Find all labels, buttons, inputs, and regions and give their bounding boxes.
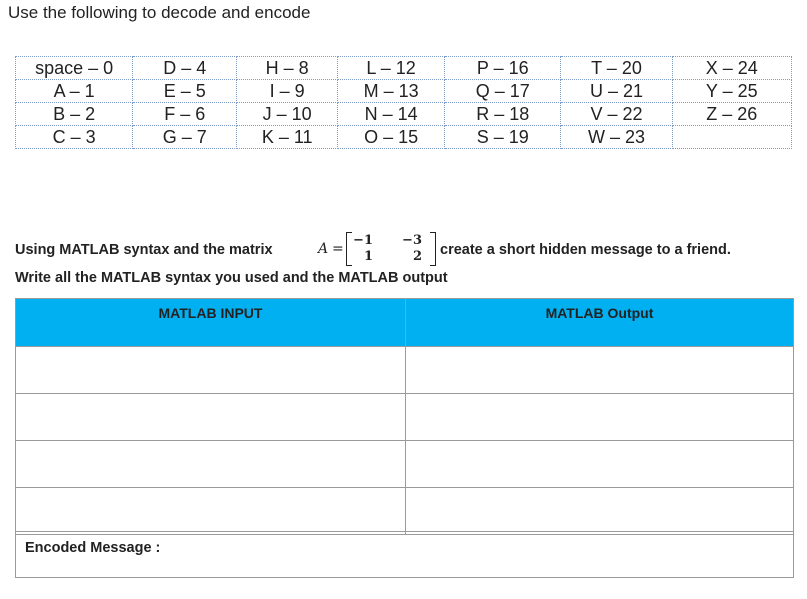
instruction-line-1-end: create a short hidden message to a friend. <box>440 242 731 258</box>
code-cell: B – 2 <box>16 103 133 126</box>
code-cell: G – 7 <box>133 126 237 149</box>
code-cell: J – 10 <box>237 103 338 126</box>
matlab-output-cell[interactable] <box>406 488 794 535</box>
table-row <box>16 347 794 394</box>
matrix-cell: −1 <box>353 233 373 248</box>
code-cell: T – 20 <box>561 57 672 80</box>
code-cell: E – 5 <box>133 80 237 103</box>
code-cell: H – 8 <box>237 57 338 80</box>
encoded-message-label: Encoded Message : <box>25 540 161 556</box>
code-cell: S – 19 <box>445 126 561 149</box>
matlab-input-header: MATLAB INPUT <box>16 299 406 347</box>
code-cell: O – 15 <box>338 126 445 149</box>
table-row <box>16 103 792 126</box>
table-row <box>16 441 794 488</box>
page-title: Use the following to decode and encode <box>8 3 311 22</box>
code-cell: U – 21 <box>561 80 672 103</box>
matrix-name: A <box>318 241 329 257</box>
code-cell: I – 9 <box>237 80 338 103</box>
matrix-cell: 1 <box>363 249 373 264</box>
code-table <box>15 56 792 149</box>
code-cell: V – 22 <box>561 103 672 126</box>
code-cell: Y – 25 <box>672 80 791 103</box>
code-cell: Z – 26 <box>672 103 791 126</box>
right-bracket <box>430 232 436 266</box>
matrix-cell: 2 <box>412 249 422 264</box>
code-cell: A – 1 <box>16 80 133 103</box>
code-cell: R – 18 <box>445 103 561 126</box>
encoded-message-box[interactable] <box>15 531 794 578</box>
matlab-input-cell[interactable] <box>16 347 406 394</box>
matlab-input-cell[interactable] <box>16 441 406 488</box>
table-row <box>16 80 792 103</box>
code-cell: K – 11 <box>237 126 338 149</box>
matlab-io-table <box>15 298 794 535</box>
table-row <box>16 126 792 149</box>
table-row <box>16 57 792 80</box>
instruction-line-2: Write all the MATLAB syntax you used and the MATLAB output <box>15 270 448 286</box>
matrix-cell: −3 <box>402 233 422 248</box>
code-cell: F – 6 <box>133 103 237 126</box>
code-cell: X – 24 <box>672 57 791 80</box>
matlab-output-cell[interactable] <box>406 441 794 488</box>
code-cell: space – 0 <box>16 57 133 80</box>
table-row <box>16 488 794 535</box>
code-cell: P – 16 <box>445 57 561 80</box>
matrix-equals: = <box>332 241 344 257</box>
code-cell: W – 23 <box>561 126 672 149</box>
matlab-input-cell[interactable] <box>16 488 406 535</box>
table-row <box>16 394 794 441</box>
table-header-row <box>16 299 794 347</box>
matlab-output-cell[interactable] <box>406 394 794 441</box>
code-cell: M – 13 <box>338 80 445 103</box>
code-cell: L – 12 <box>338 57 445 80</box>
instruction-line-1: Using MATLAB syntax and the matrix <box>15 242 273 258</box>
code-cell: N – 14 <box>338 103 445 126</box>
matlab-input-cell[interactable] <box>16 394 406 441</box>
code-cell: Q – 17 <box>445 80 561 103</box>
matlab-output-header: MATLAB Output <box>406 299 794 347</box>
code-cell: C – 3 <box>16 126 133 149</box>
code-cell: D – 4 <box>133 57 237 80</box>
matlab-output-cell[interactable] <box>406 347 794 394</box>
code-cell <box>672 126 791 149</box>
